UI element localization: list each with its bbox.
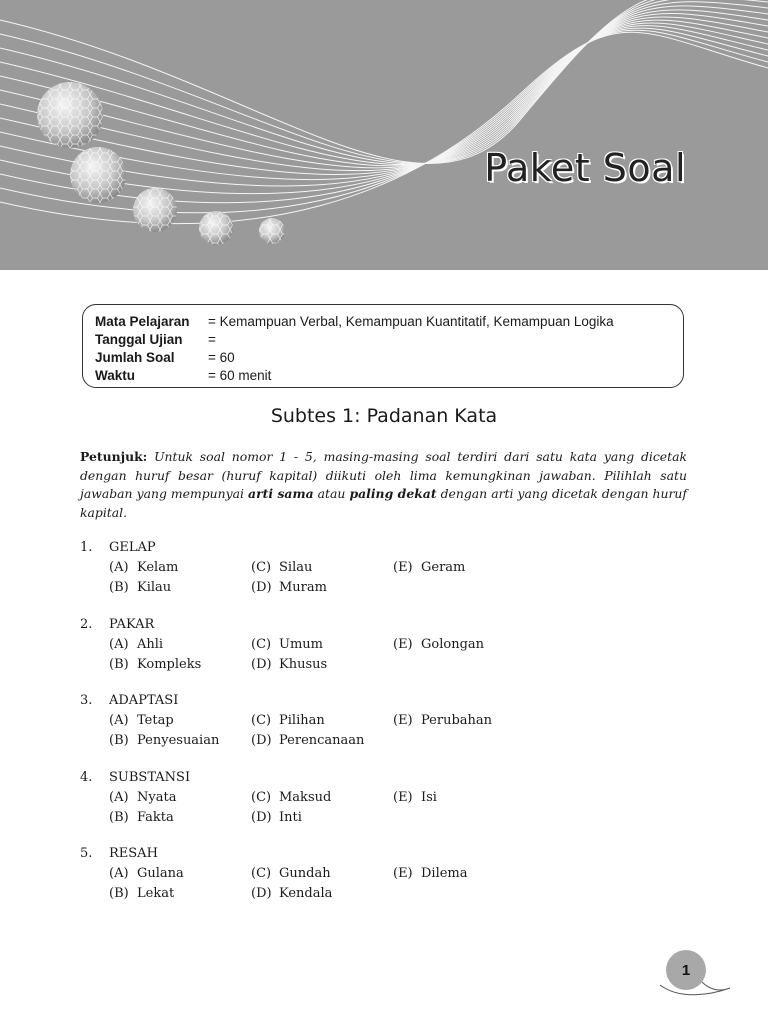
option-letter: (E) xyxy=(393,713,413,728)
option-b[interactable] xyxy=(109,655,251,675)
option-b[interactable] xyxy=(109,578,251,598)
banner-decoration xyxy=(0,0,768,270)
option-a[interactable] xyxy=(109,711,251,731)
option-letter: (C) xyxy=(251,560,272,575)
option-b[interactable] xyxy=(109,884,251,904)
option-a[interactable] xyxy=(109,558,251,578)
info-label: Tanggal Ujian xyxy=(95,332,183,347)
page-number: 1 xyxy=(666,950,706,990)
question-number: 2. xyxy=(80,617,93,632)
option-letter: (A) xyxy=(109,790,129,805)
option-letter: (E) xyxy=(393,866,413,881)
question-5 xyxy=(80,844,690,903)
option-text: Perencanaan xyxy=(279,732,365,748)
option-text: Isi xyxy=(421,790,437,805)
info-row-subject xyxy=(95,313,671,331)
option-text: Kilau xyxy=(137,579,172,595)
option-letter: (A) xyxy=(109,637,129,652)
option-e[interactable] xyxy=(393,788,535,808)
instructions-lead: Petunjuk: xyxy=(80,449,148,464)
question-4 xyxy=(80,768,690,827)
option-a[interactable] xyxy=(109,864,251,884)
option-c[interactable] xyxy=(251,635,393,655)
question-number: 4. xyxy=(80,770,93,785)
option-e[interactable] xyxy=(393,635,535,655)
option-c[interactable] xyxy=(251,864,393,884)
option-text: Gundah xyxy=(279,866,331,881)
subtest-title: Subtes 1: Padanan Kata xyxy=(270,405,498,427)
option-c[interactable] xyxy=(251,558,393,578)
option-d[interactable] xyxy=(251,808,393,828)
option-text: Maksud xyxy=(279,790,332,805)
option-text: Silau xyxy=(279,560,313,575)
option-text: Kompleks xyxy=(137,656,202,672)
option-b[interactable] xyxy=(109,808,251,828)
option-letter: (D) xyxy=(251,885,272,901)
info-label: Jumlah Soal xyxy=(95,350,175,365)
option-letter: (D) xyxy=(251,656,272,672)
option-c[interactable] xyxy=(251,788,393,808)
info-row-count xyxy=(95,349,671,367)
option-text: Tetap xyxy=(137,713,174,728)
info-row-date xyxy=(95,331,671,349)
option-letter: (D) xyxy=(251,732,272,748)
option-letter: (D) xyxy=(251,809,272,825)
option-text: Lekat xyxy=(137,885,175,901)
option-d[interactable] xyxy=(251,731,393,751)
option-text: Inti xyxy=(279,809,302,825)
option-letter: (C) xyxy=(251,866,272,881)
option-text: Kelam xyxy=(137,560,179,575)
option-a[interactable] xyxy=(109,788,251,808)
banner-curve xyxy=(0,0,768,164)
info-row-time xyxy=(95,367,671,385)
page-title: Paket Soal xyxy=(484,146,686,190)
option-letter: (E) xyxy=(393,790,413,805)
question-3 xyxy=(80,691,690,750)
option-letter: (A) xyxy=(109,866,129,881)
option-letter: (E) xyxy=(393,637,413,652)
question-word: RESAH xyxy=(109,846,158,861)
instructions xyxy=(80,448,687,522)
question-number: 5. xyxy=(80,846,93,861)
option-letter: (E) xyxy=(393,560,413,575)
option-text: Dilema xyxy=(421,866,468,881)
option-d[interactable] xyxy=(251,655,393,675)
instructions-bold: paling dekat xyxy=(349,486,437,501)
option-text: Umum xyxy=(279,637,323,652)
question-word: PAKAR xyxy=(109,617,155,632)
option-letter: (C) xyxy=(251,637,272,652)
option-letter: (B) xyxy=(109,732,129,748)
info-value: = 60 xyxy=(208,350,235,365)
option-letter: (B) xyxy=(109,885,129,901)
instructions-text: atau xyxy=(313,486,350,501)
option-text: Perubahan xyxy=(421,713,493,728)
question-2 xyxy=(80,615,690,674)
option-text: Pilihan xyxy=(279,713,325,728)
info-value: = xyxy=(208,332,216,347)
exam-info-box xyxy=(82,304,684,388)
option-text: Nyata xyxy=(137,790,177,805)
option-text: Ahli xyxy=(137,637,164,652)
info-value: = Kemampuan Verbal, Kemampuan Kuantitatif, Kemampuan Logika xyxy=(208,314,614,329)
option-letter: (C) xyxy=(251,713,272,728)
info-label: Waktu xyxy=(95,368,135,383)
instructions-bold: arti sama xyxy=(248,486,314,501)
option-text: Penyesuaian xyxy=(137,732,220,748)
option-letter: (A) xyxy=(109,713,129,728)
option-letter: (C) xyxy=(251,790,272,805)
option-letter: (B) xyxy=(109,809,129,825)
banner-curve xyxy=(0,0,768,163)
info-label: Mata Pelajaran xyxy=(95,314,190,329)
option-d[interactable] xyxy=(251,884,393,904)
instructions-text: dengan arti yang dicetak dengan huruf kapital. xyxy=(80,486,687,520)
option-text: Fakta xyxy=(137,809,174,825)
question-word: ADAPTASI xyxy=(109,693,179,708)
info-value: = 60 menit xyxy=(208,368,272,383)
question-1 xyxy=(80,538,690,597)
option-text: Muram xyxy=(279,579,327,595)
option-c[interactable] xyxy=(251,711,393,731)
banner-curve xyxy=(0,6,768,166)
option-text: Golongan xyxy=(421,637,485,652)
option-text: Geram xyxy=(421,560,466,575)
option-b[interactable] xyxy=(109,731,251,751)
option-e[interactable] xyxy=(393,558,535,578)
option-text: Kendala xyxy=(279,885,333,901)
option-letter: (A) xyxy=(109,560,129,575)
header-banner xyxy=(0,0,768,270)
question-number: 3. xyxy=(80,693,93,708)
option-a[interactable] xyxy=(109,635,251,655)
option-text: Khusus xyxy=(279,656,328,672)
question-number: 1. xyxy=(80,540,93,555)
option-letter: (B) xyxy=(109,579,129,595)
question-word: SUBSTANSI xyxy=(109,770,191,785)
option-e[interactable] xyxy=(393,864,535,884)
instructions-text: Untuk soal nomor 1 - 5, masing-masing soal terdiri dari satu kata yang dicetak dengan huruf besar (huruf kapital) diikuti oleh lima kemungkinan jawaban. Pilihlah satu jawaban yang mempunyai xyxy=(80,449,687,501)
question-word: GELAP xyxy=(109,540,156,555)
option-d[interactable] xyxy=(251,578,393,598)
option-letter: (D) xyxy=(251,579,272,595)
option-e[interactable] xyxy=(393,711,535,731)
option-text: Gulana xyxy=(137,866,184,881)
banner-curve xyxy=(0,0,768,163)
option-letter: (B) xyxy=(109,656,129,672)
